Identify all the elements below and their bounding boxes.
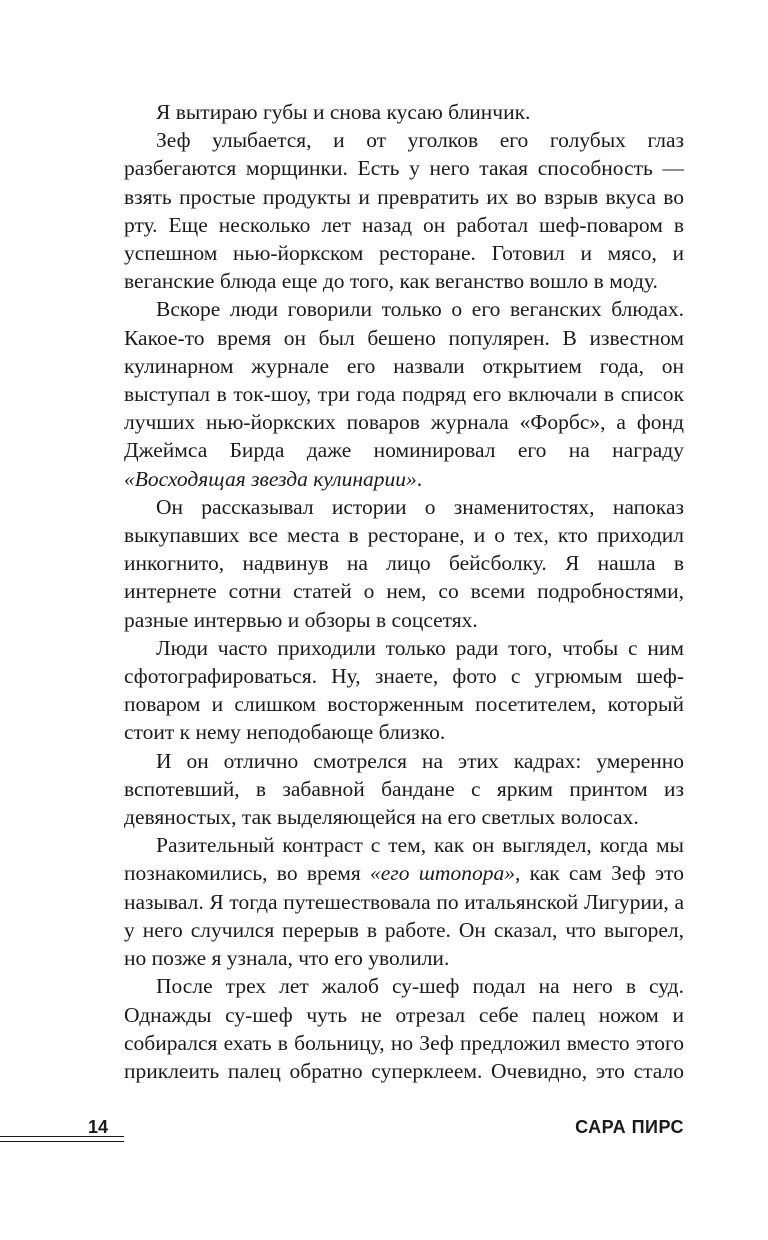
paragraph [124,295,684,492]
paragraph: После трех лет жалоб су-шеф подал на него в суд. Однажды су-шеф чуть не отрезал себе палец ножом и собирался ехать в больницу, но Зеф предложил вместо этого приклеить палец обратно суперклеем. Очевидно, это стало [124,974,684,1083]
paragraph: Люди часто приходили только ради того, чтобы с ним сфотографироваться. Ну, знаете, фото с угрюмым шеф-поваром и слишком восторженным посетителем, который стоит к нему неподобающе близко. [124,635,684,745]
italic-title: «Восходящая звезда кулинарии» [124,466,417,491]
paragraph: И он отлично смотрелся на этих кадрах: умеренно вспотевший, в забавной бандане с ярким принтом из девяностых, так выделяющейся на его светлых волосах. [124,748,684,830]
paragraph: Зеф улыбается, и от уголков его голубых глаз разбегаются морщинки. Есть у него такая способность — взять простые продукты и превратить их во взрыв вкуса во рту. Еще несколько лет назад он работал шеф-поваром в успешном нью-йоркском ресторане. Готовил и мясо, и веганские блюда еще до того, как веганство вошло в моду. [124,128,684,294]
paragraph-text: Разительный контраст с тем, как он выглядел, когда мы познакомились, во время [124,833,684,886]
paragraph-tail: , как сам Зеф это называл. Я тогда путешествовала по итальянской Лигурии, а у него случился перерыв в работе. Он сказал, что выгорел, но позже я узнала, что его уволили. [124,861,684,971]
italic-phrase: «его штопора» [370,861,515,886]
paragraph [124,831,684,972]
body-text [124,98,684,1085]
footer-rule [0,1141,124,1142]
page-number: 14 [87,1117,108,1137]
paragraph-text: Вскоре люди говорили только о его веганских блюдах. Какое-то время он был бешено популярен. В известном кулинарном журнале его назвали открытием года, он выступал в ток-шоу, три года подряд его включали в список лучших нью-йоркских поваров журнала «Форбс», а фонд Джеймса Бирда даже номинировал его на награду [124,297,684,463]
paragraph: Он рассказывал истории о знаменитостях, напоказ выкупавших все места в ресторане, и о тех, кто приходил инкогнито, надвинув на лицо бейсболку. Я нашла в интернете сотни статей о нем, со всеми подробностями, разные интервью и обзоры в соцсетях. [124,494,684,632]
paragraph: Я вытираю губы и снова кусаю блинчик. [156,100,531,124]
running-head-author: САРА ПИРС [575,1117,684,1137]
paragraph-tail: . [416,466,423,491]
